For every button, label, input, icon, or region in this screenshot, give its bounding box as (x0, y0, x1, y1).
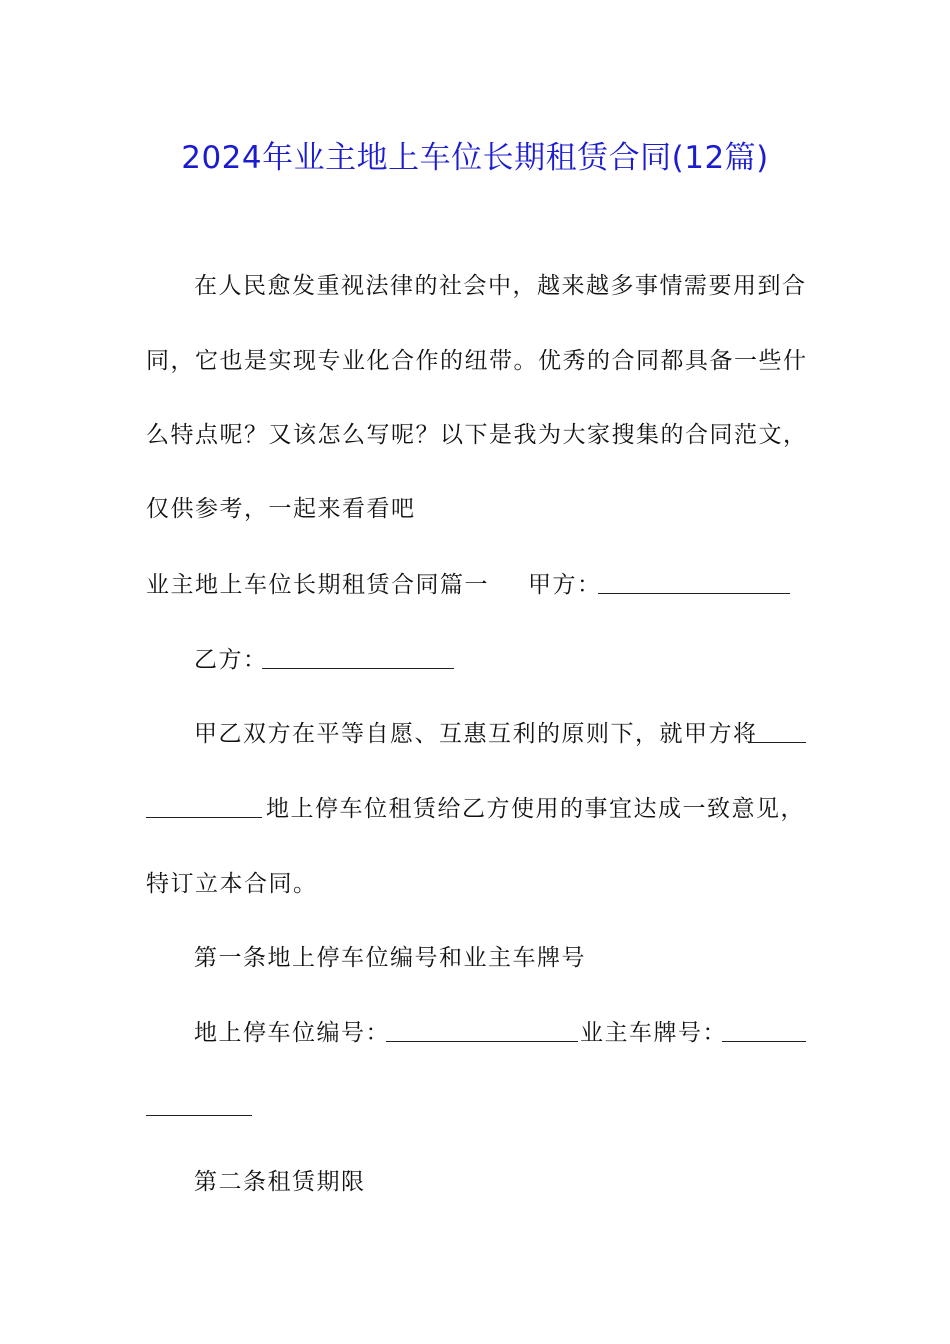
space-number-label: 地上停车位编号： (194, 1020, 390, 1046)
intro-line-4: 仅供参考，一起来看看吧 (146, 496, 416, 522)
intro-line-1: 在人民愈发重视法律的社会中，越来越多事情需要用到合 (194, 273, 807, 299)
party-b-label: 乙方： (194, 647, 268, 673)
intro-line-3: 么特点呢？又该怎么写呢？以下是我为大家搜集的合同范文， (146, 422, 808, 448)
agreement-line-2: 地上停车位租赁给乙方使用的事宜达成一致意见， (266, 796, 805, 822)
article2-heading: 第二条租赁期限 (194, 1169, 366, 1195)
section-heading: 业主地上车位长期租赁合同篇一 (146, 572, 489, 598)
plate-number-blank-end (722, 1041, 806, 1042)
article1-heading: 第一条地上停车位编号和业主车牌号 (194, 945, 586, 971)
party-a-blank (598, 593, 790, 594)
plate-number-label: 业主车牌号： (580, 1020, 727, 1046)
plate-number-blank-start (146, 1115, 252, 1116)
space-number-blank (386, 1041, 578, 1042)
agreement-line-1: 甲乙双方在平等自愿、互惠互利的原则下，就甲方将 (194, 721, 758, 747)
party-b-blank (262, 668, 454, 669)
document-title: 2024年业主地上车位长期租赁合同(12篇) (181, 140, 769, 176)
intro-line-2: 同，它也是实现专业化合作的纽带。优秀的合同都具备一些什 (146, 348, 808, 374)
agreement-line-3: 特订立本合同。 (146, 871, 318, 897)
property-blank-end (748, 742, 806, 743)
party-a-label: 甲方： (528, 572, 602, 598)
property-blank-start (146, 817, 262, 818)
